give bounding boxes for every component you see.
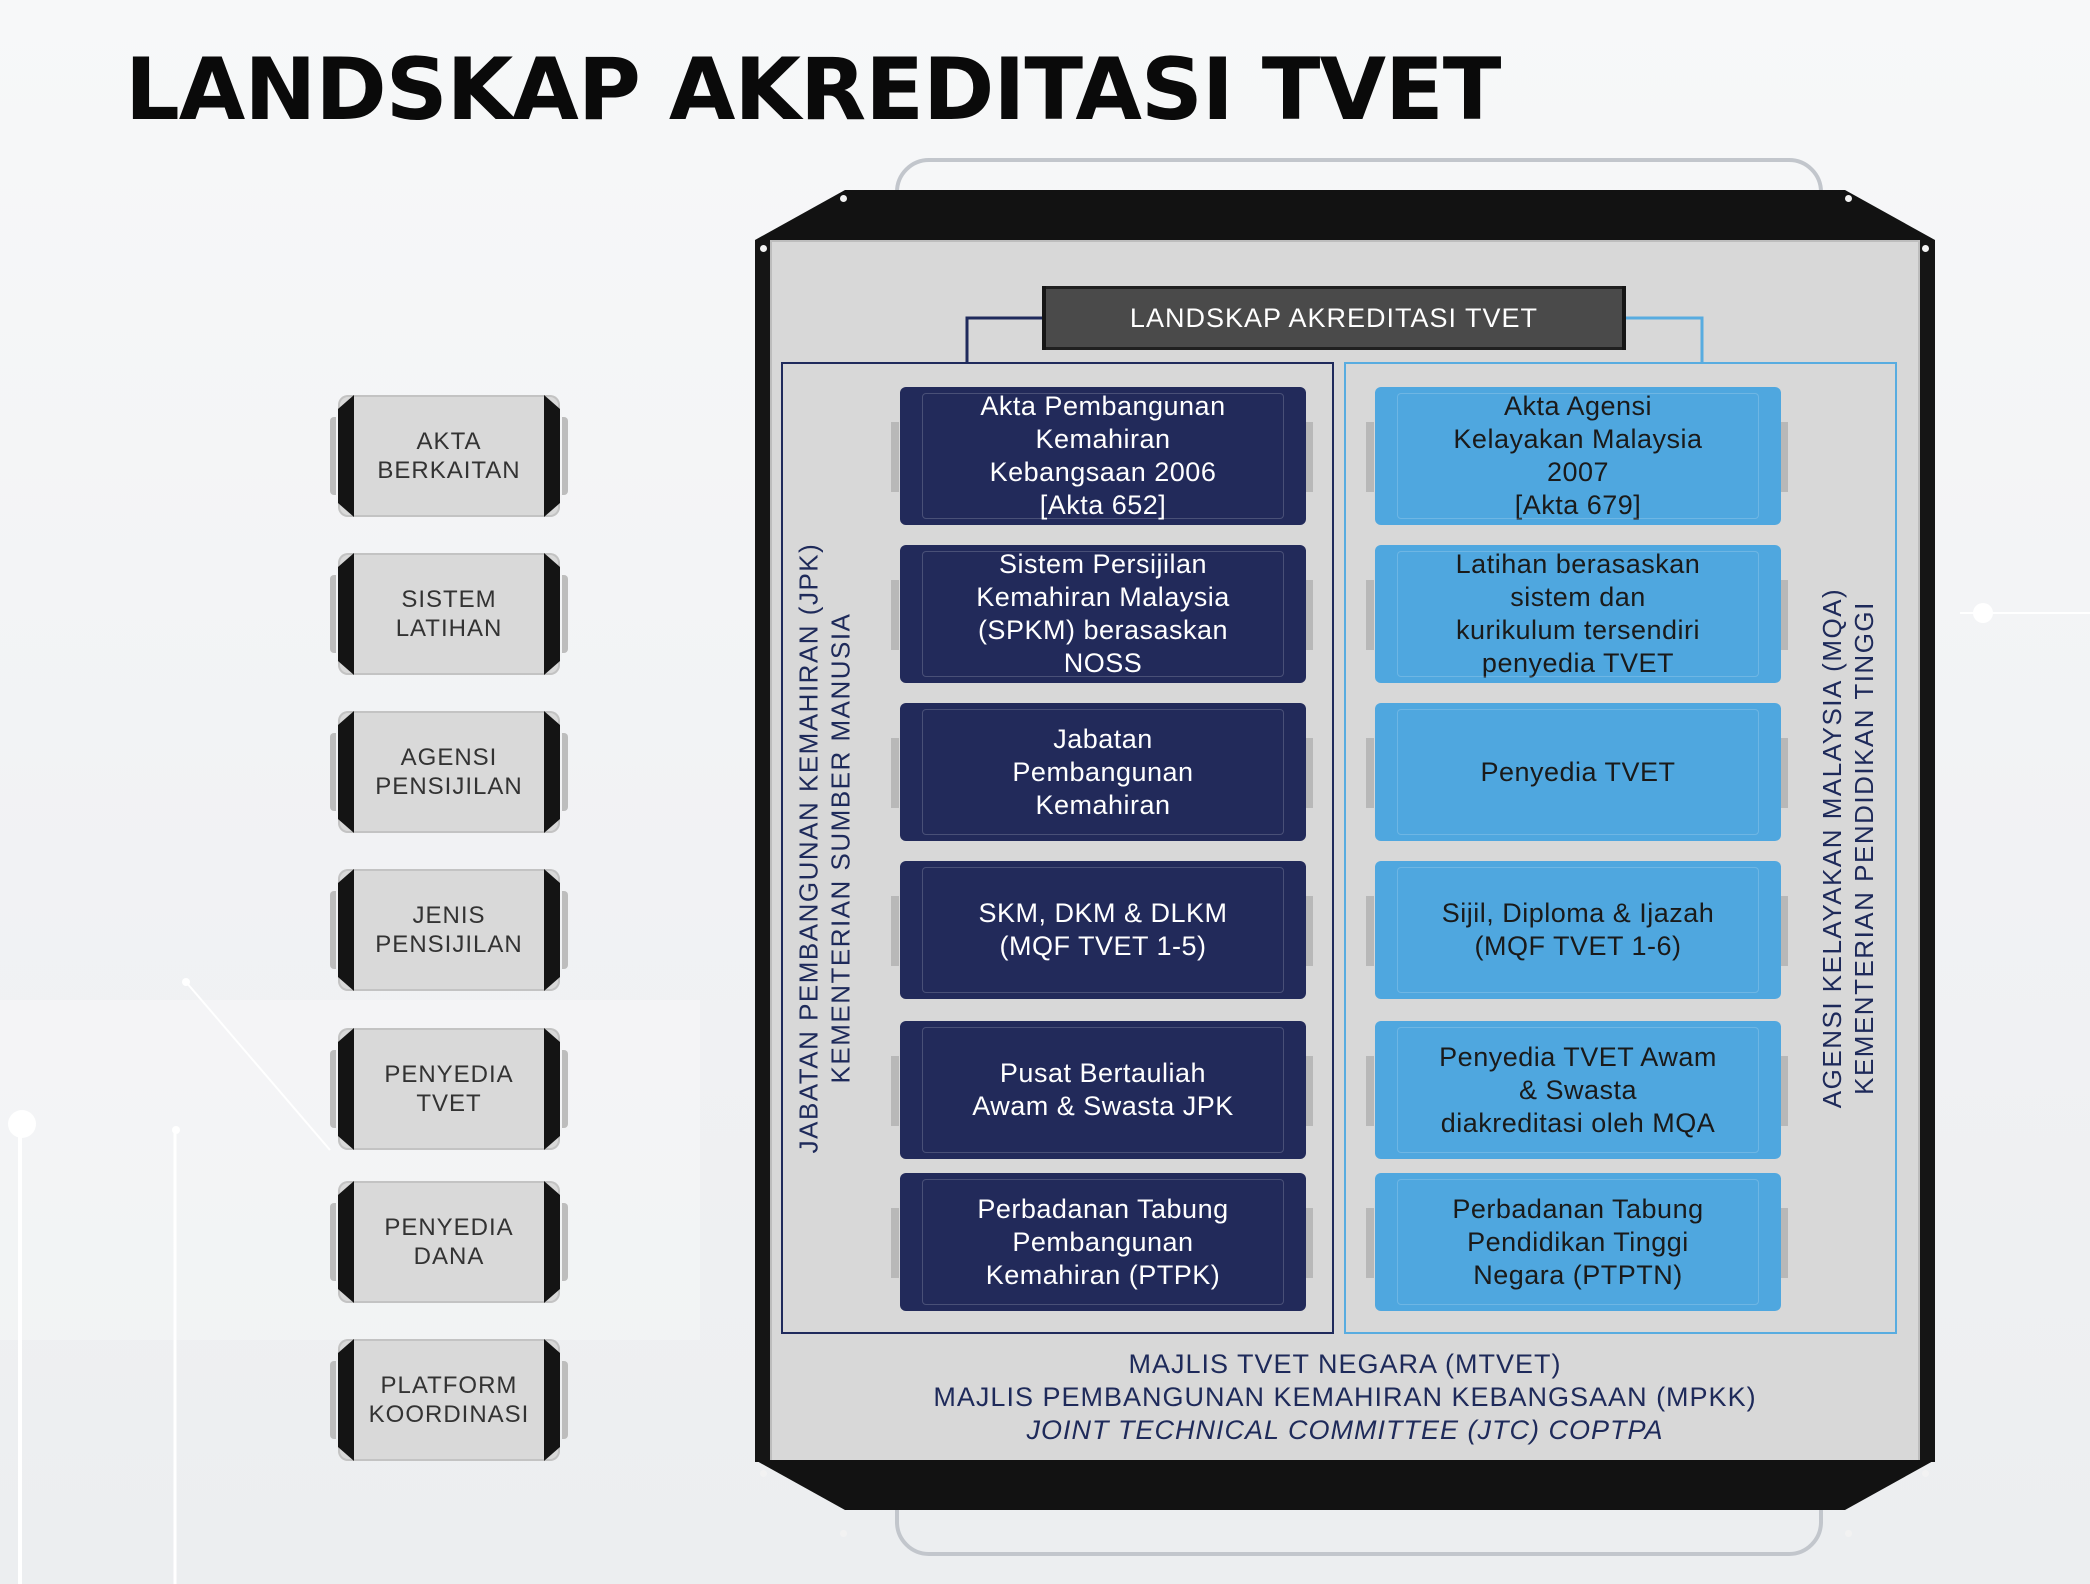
category-label: PLATFORM KOORDINASI	[368, 1372, 530, 1428]
jpk-label-line1: JABATAN PEMBANGUNAN KEMAHIRAN (JPK)	[793, 542, 823, 1154]
category-label: PENYEDIA TVET	[384, 1061, 514, 1117]
category-label: AGENSI PENSIJILAN	[375, 744, 523, 800]
category-label: SISTEM LATIHAN	[395, 586, 503, 642]
page-title: LANDSKAP AKREDITASI TVET	[125, 40, 1501, 140]
category-label: AKTA BERKAITAN	[377, 428, 521, 484]
mqa-box: Penyedia TVET Awam & Swasta diakreditasi oleh MQA	[1375, 1021, 1781, 1159]
coordination-footer	[770, 1348, 1920, 1447]
jpk-box: Perbadanan Tabung Pembangunan Kemahiran (PTPK)	[900, 1173, 1306, 1311]
mqa-box: Latihan berasaskan sistem dan kurikulum tersendiri penyedia TVET	[1375, 545, 1781, 683]
jpk-box: Akta Pembangunan Kemahiran Kebangsaan 2006 [Akta 652]	[900, 387, 1306, 525]
mqa-label-line2: KEMENTERIAN PENDIDIKAN TINGGI	[1849, 601, 1880, 1095]
mqa-box: Sijil, Diploma & Ijazah (MQF TVET 1-6)	[1375, 861, 1781, 999]
mqa-label-line1: AGENSI KELAYAKAN MALAYSIA (MQA)	[1817, 587, 1848, 1109]
jpk-vertical-label	[784, 362, 864, 1334]
mqa-box: Akta Agensi Kelayakan Malaysia 2007 [Akta 679]	[1375, 387, 1781, 525]
jpk-label-line2: KEMENTERIAN SUMBER MANUSIA	[825, 612, 855, 1084]
footer-line1: MAJLIS TVET NEGARA (MTVET)	[1128, 1349, 1562, 1379]
category-label: JENIS PENSIJILAN	[375, 902, 523, 958]
jpk-box: SKM, DKM & DLKM (MQF TVET 1-5)	[900, 861, 1306, 999]
diagram-header: LANDSKAP AKREDITASI TVET	[1046, 286, 1622, 350]
jpk-box: Pusat Bertauliah Awam & Swasta JPK	[900, 1021, 1306, 1159]
footer-line2: MAJLIS PEMBANGUNAN KEMAHIRAN KEBANGSAAN (MPKK)	[933, 1382, 1757, 1412]
jpk-box: Jabatan Pembangunan Kemahiran	[900, 703, 1306, 841]
mqa-box: Penyedia TVET	[1375, 703, 1781, 841]
jpk-box: Sistem Persijilan Kemahiran Malaysia (SPKM) berasaskan NOSS	[900, 545, 1306, 683]
footer-line3: JOINT TECHNICAL COMMITTEE (JTC) COPTPA	[1026, 1415, 1664, 1445]
category-label: PENYEDIA DANA	[384, 1214, 514, 1270]
mqa-box: Perbadanan Tabung Pendidikan Tinggi Negara (PTPTN)	[1375, 1173, 1781, 1311]
mqa-vertical-label	[1808, 362, 1888, 1334]
